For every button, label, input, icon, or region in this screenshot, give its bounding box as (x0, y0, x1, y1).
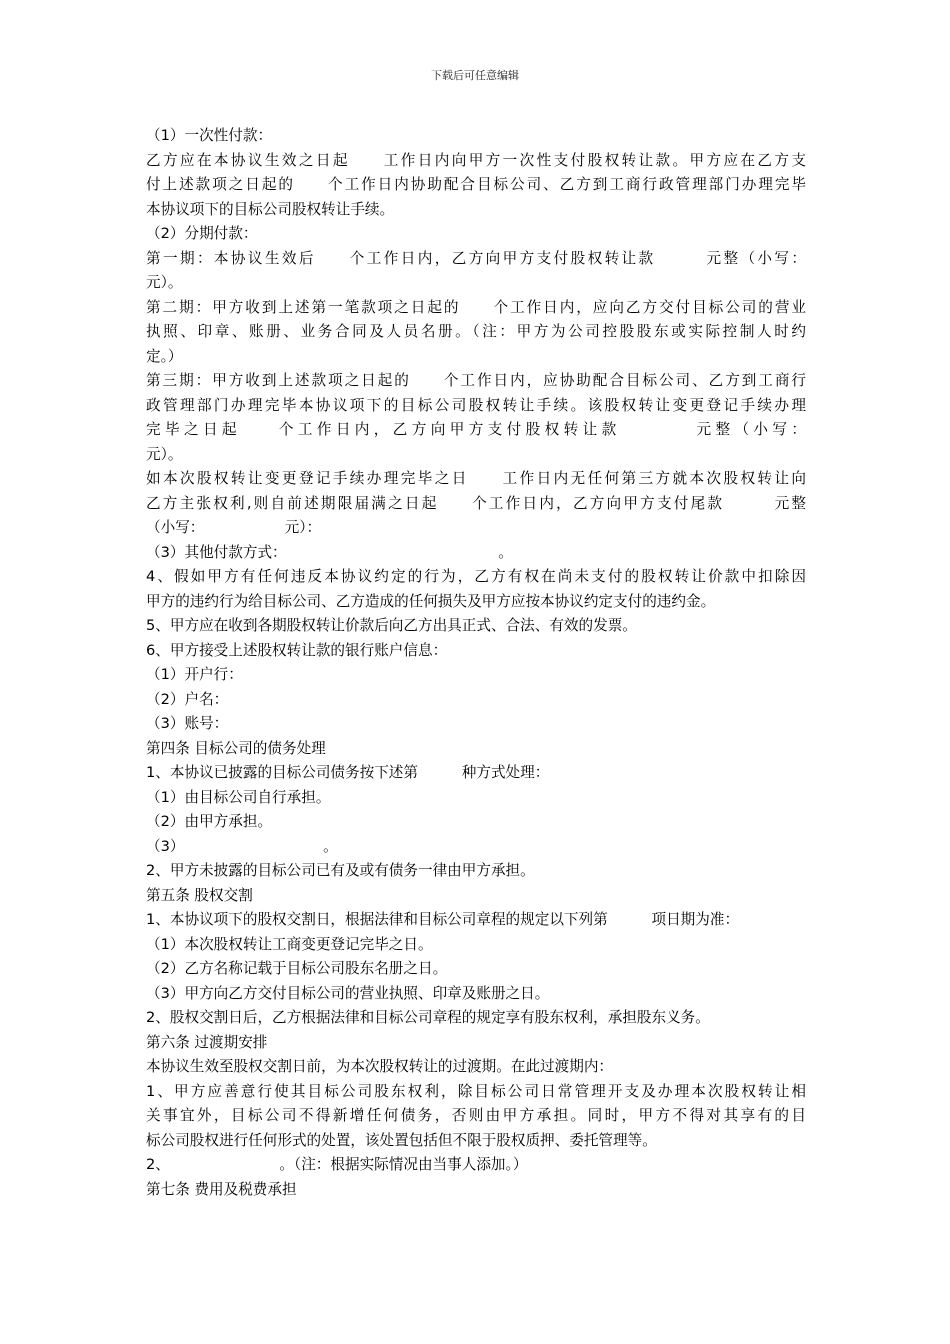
text-line: 本协议项下的目标公司股权转让手续。 (146, 200, 395, 218)
text-line: 1、本协议已披露的目标公司债务按下述第 种方式处理： (146, 764, 550, 781)
text-line: （2）分期付款： (146, 225, 258, 242)
text-line: （3）其他付款方式： 。 (146, 543, 513, 561)
text-line: （1）开户行： (146, 666, 243, 683)
page-header: 下载后可任意编辑 (431, 69, 519, 82)
text-line: 乙方应在本协议生效之日起 工作日内向甲方一次性支付股权转让款。甲方应在乙方支 (146, 151, 806, 169)
text-line: 6、甲方接受上述股权转让款的银行账户信息： (146, 641, 448, 659)
text-line: 4、假如甲方有任何违反本协议约定的行为，乙方有权在尚未支付的股权转让价款中扣除因 (146, 568, 806, 585)
text-line: 标公司股权进行任何形式的处置，该处置包括但不限于股权质押、委托管理等。 (146, 1131, 657, 1149)
text-line: 完毕之日起 个工作日内，乙方向甲方支付股权转让款 元整（小写： (146, 421, 806, 438)
section-heading: 第六条 过渡期安排 (146, 1033, 268, 1051)
text-line: 政管理部门办理完毕本协议项下的目标公司股权转让手续。该股权转让变更登记手续办理 (146, 396, 806, 414)
text-line: （1）一次性付款： (146, 127, 273, 144)
text-line: （小写： 元）： (146, 519, 322, 536)
text-line: 关事宜外，目标公司不得新增任何债务，否则由甲方承担。同时，甲方不得对其享有的目 (146, 1107, 806, 1124)
text-line: 执照、印章、账册、业务合同及人员名册。（注：甲方为公司控股股东或实际控制人时约 (146, 323, 806, 340)
text-line: 乙方主张权利,则自前述期限届满之日起 个工作日内，乙方向甲方支付尾款 元整 (146, 494, 806, 512)
text-line: （2）户名： (146, 690, 229, 708)
text-line: （2）乙方名称记载于目标公司股东名册之日。 (146, 960, 448, 977)
text-line: 1、本协议项下的股权交割日，根据法律和目标公司章程的规定以下列第 项日期为准： (146, 911, 740, 928)
text-line: 5、甲方应在收到各期股权转让价款后向乙方出具正式、合法、有效的发票。 (146, 617, 637, 634)
text-line: （3）账号： (146, 715, 229, 732)
text-line: （3）甲方向乙方交付目标公司的营业执照、印章及账册之日。 (146, 984, 550, 1002)
text-line: 2、甲方未披露的目标公司已有及或有债务一律由甲方承担。 (146, 862, 535, 879)
text-line: 甲方的违约行为给目标公司、乙方造成的任何损失及甲方应按本协议约定支付的违约金。 (146, 592, 716, 610)
document-body (146, 124, 806, 1202)
text-line: 定。） (146, 347, 183, 365)
text-line: （1）本次股权转让工商变更登记完毕之日。 (146, 935, 433, 953)
text-line: 第三期：甲方收到上述款项之日起的 个工作日内，应协助配合目标公司、乙方到工商行 (146, 372, 806, 389)
text-line: 本协议生效至股权交割日前，为本次股权转让的过渡期。在此过渡期内： (146, 1058, 614, 1075)
text-line: 元）。 (146, 445, 183, 463)
text-line: 第一期：本协议生效后 个工作日内，乙方向甲方支付股权转让款 元整（小写： (146, 249, 806, 267)
text-line: （2）由甲方承担。 (146, 813, 273, 830)
text-line: 如本次股权转让变更登记手续办理完毕之日 工作日内无任何第三方就本次股权转让向 (146, 470, 806, 487)
section-heading: 第七条 费用及税费承担 (146, 1180, 297, 1198)
text-line: （3） 。 (146, 837, 338, 855)
text-line: 2、 。（注：根据实际情况由当事人添加。） (146, 1156, 528, 1173)
section-heading: 第五条 股权交割 (146, 886, 253, 904)
text-line: 2、股权交割日后，乙方根据法律和目标公司章程的规定享有股东权利，承担股东义务。 (146, 1009, 710, 1026)
text-line: （1）由目标公司自行承担。 (146, 788, 331, 806)
text-line: 第二期：甲方收到上述第一笔款项之日起的 个工作日内，应向乙方交付目标公司的营业 (146, 298, 806, 316)
text-line: 付上述款项之日起的 个工作日内协助配合目标公司、乙方到工商行政管理部门办理完毕 (146, 176, 806, 193)
text-line: 元）。 (146, 274, 183, 291)
section-heading: 第四条 目标公司的债务处理 (146, 739, 326, 757)
text-line: 1、甲方应善意行使其目标公司股东权利，除目标公司日常管理开支及办理本次股权转让相 (146, 1082, 806, 1100)
